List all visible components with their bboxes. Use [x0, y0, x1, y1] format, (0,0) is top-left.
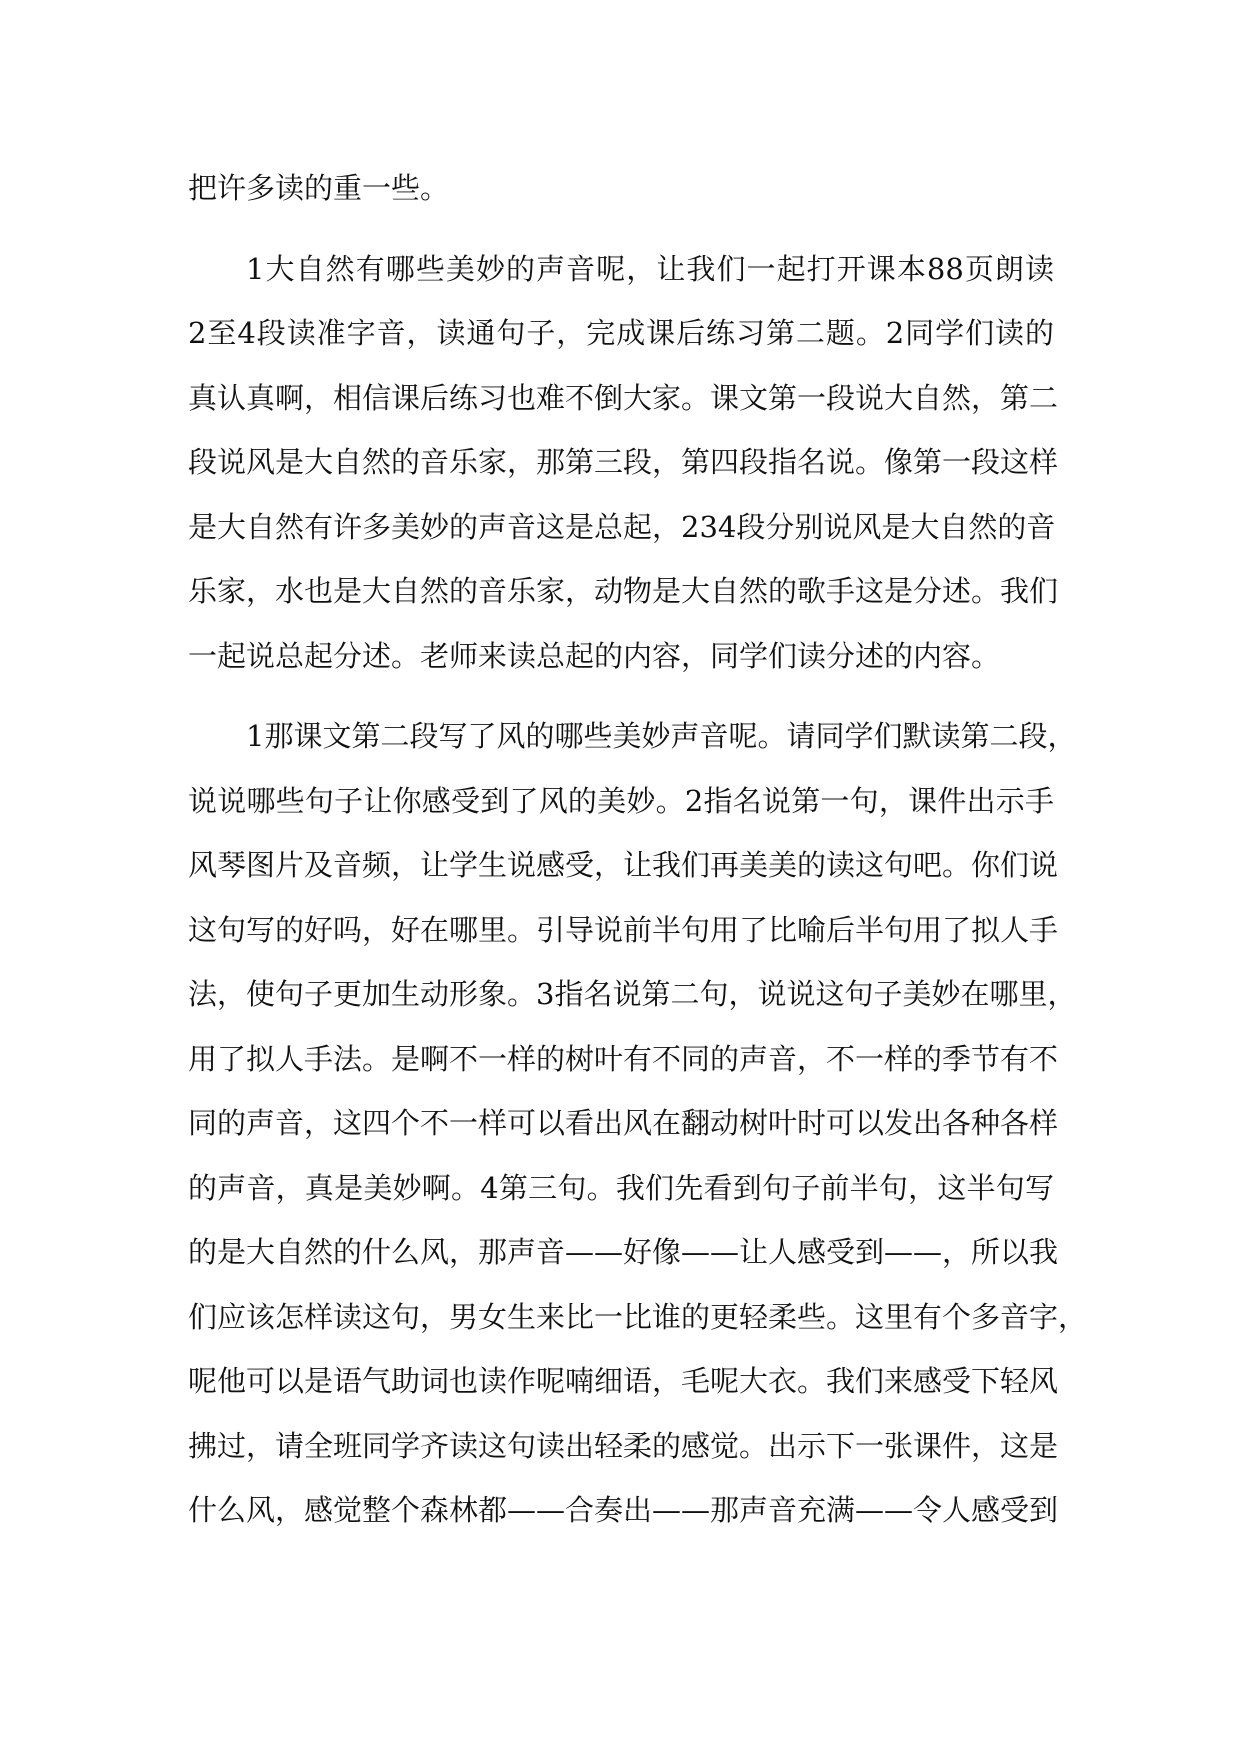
text-line: 风琴图片及音频，让学生说感受，让我们再美美的读这句吧。你们说	[188, 848, 1059, 882]
paragraph	[188, 156, 1054, 221]
text-line: 法，使句子更加生动形象。3指名说第二句，说说这句子美妙在哪里，	[188, 977, 1077, 1011]
text-line: 的是大自然的什么风，那声音——好像——让人感受到——，所以我	[188, 1235, 1059, 1269]
paragraph	[188, 237, 1059, 689]
text-line: 2至4段读准字音，读通句子，完成课后练习第二题。2同学们读的	[188, 316, 1054, 350]
text-line: 把许多读的重一些。	[188, 171, 450, 205]
text-line: 这句写的好吗，好在哪里。引导说前半句用了比喻后半句用了拟人手	[188, 912, 1059, 947]
text-line: 说说哪些句子让你感受到了风的美妙。2指名说第一句，课件出示手	[188, 783, 1054, 818]
text-line: 呢他可以是语气助词也读作呢喃细语，毛呢大衣。我们来感受下轻风	[188, 1364, 1059, 1398]
text-line: 1大自然有哪些美妙的声音呢，让我们一起打开课本88页朗读	[246, 251, 1054, 286]
text-line: 真认真啊，相信课后练习也难不倒大家。课文第一段说大自然，第二	[188, 380, 1059, 415]
text-line: 段说风是大自然的音乐家，那第三段，第四段指名说。像第一段这样	[188, 445, 1059, 479]
text-line: 同的声音，这四个不一样可以看出风在翻动树叶时可以发出各种各样	[188, 1106, 1059, 1140]
text-line: 用了拟人手法。是啊不一样的树叶有不同的声音，不一样的季节有不	[188, 1041, 1059, 1076]
paragraph-spacer	[188, 688, 1054, 704]
text-line: 乐家，水也是大自然的音乐家，动物是大自然的歌手这是分述。我们	[188, 574, 1059, 608]
text-line: 的声音，真是美妙啊。4第三句。我们先看到句子前半句，这半句写	[188, 1170, 1054, 1205]
text-line: 一起说总起分述。老师来读总起的内容，同学们读分述的内容。	[188, 638, 1001, 673]
text-line: 1那课文第二段写了风的哪些美妙声音呢。请同学们默读第二段，	[246, 719, 1077, 753]
paragraph-spacer	[188, 221, 1054, 237]
paragraph	[188, 704, 1088, 1543]
text-line: 们应该怎样读这句，男女生来比一比谁的更轻柔些。这里有个多音字，	[188, 1299, 1088, 1334]
text-line: 拂过，请全班同学齐读这句读出轻柔的感觉。出示下一张课件，这是	[188, 1428, 1059, 1463]
document-body	[188, 156, 1088, 1543]
text-line: 是大自然有许多美妙的声音这是总起，234段分别说风是大自然的音	[188, 509, 1056, 544]
text-line: 什么风，感觉整个森林都——合奏出——那声音充满——令人感受到	[188, 1493, 1059, 1527]
